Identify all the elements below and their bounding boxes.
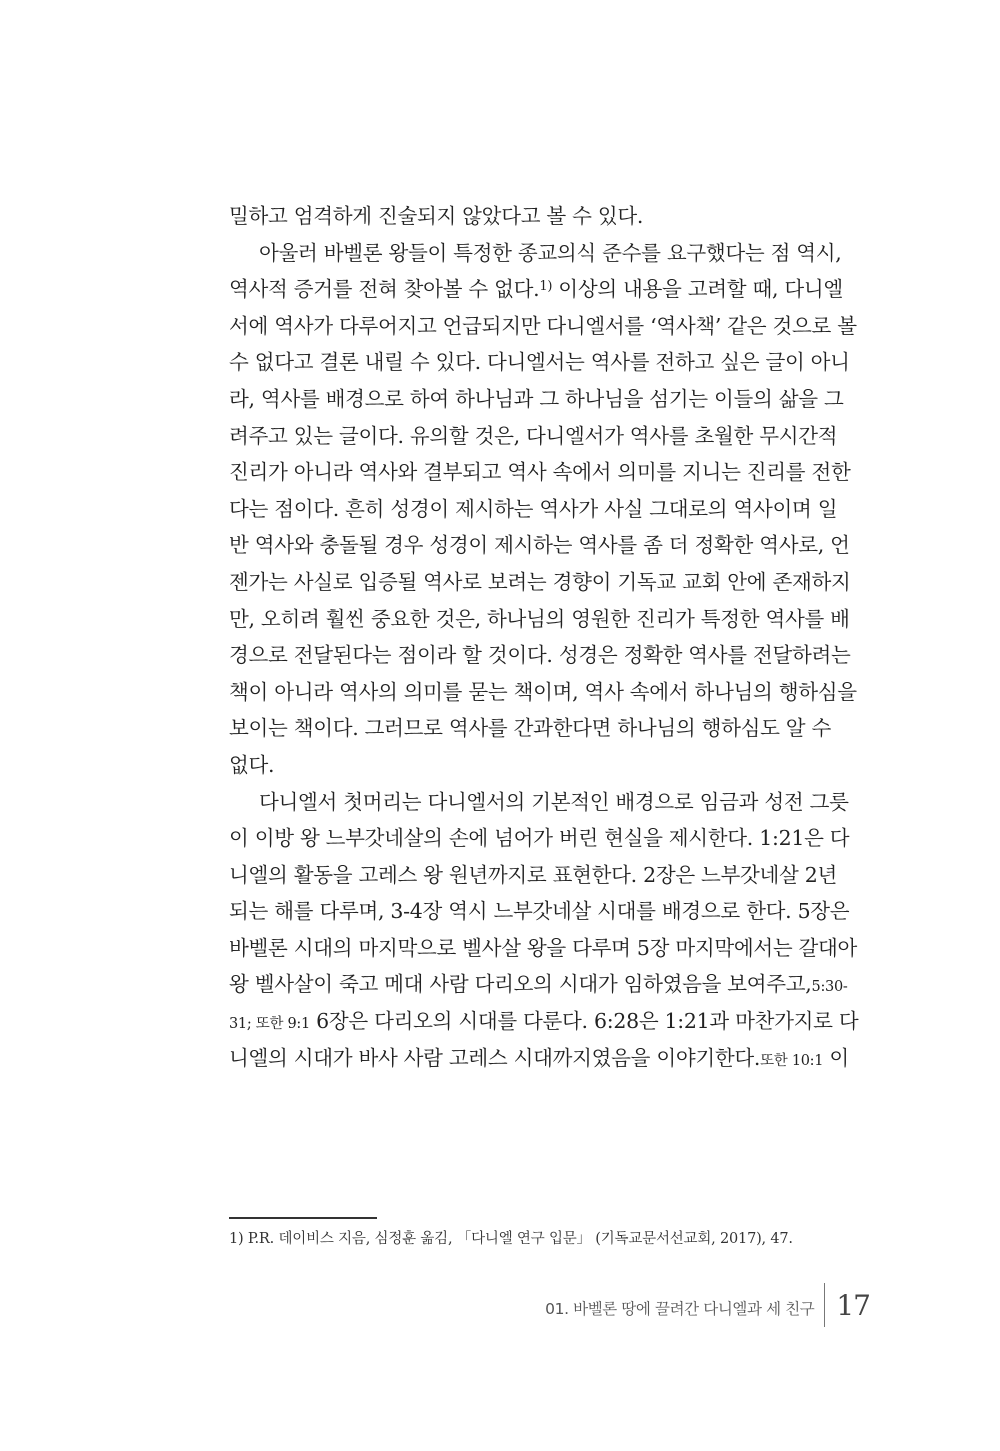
text-segment: 이 [823, 1045, 849, 1070]
text-line: 수 없다고 결론 내릴 수 있다. 다니엘서는 역사를 전하고 싶은 글이 아니 [229, 350, 850, 375]
text-line: 만, 오히려 훨씬 중요한 것은, 하나님의 영원한 진리가 특정한 역사를 배 [229, 606, 850, 631]
scripture-reference: 5:30- [811, 979, 848, 996]
text-segment: 역사적 증거를 전혀 찾아볼 수 없다. [229, 277, 540, 302]
page-footer [545, 1283, 870, 1327]
text-line: 아울러 바벨론 왕들이 특정한 종교의식 준수를 요구했다는 점 역시, [259, 240, 842, 265]
text-line: 경으로 전달된다는 점이라 할 것이다. 성경은 정확한 역사를 전달하려는 [229, 643, 851, 668]
text-line: 다는 점이다. 흔히 성경이 제시하는 역사가 사실 그대로의 역사이며 일 [229, 496, 838, 521]
text-line: 려주고 있는 글이다. 유의할 것은, 다니엘서가 역사를 초월한 무시간적 [229, 423, 838, 448]
page-number: 17 [836, 1288, 870, 1322]
footnote-divider [229, 1217, 377, 1219]
footnote-marker[interactable]: 1) [539, 279, 553, 295]
text-line: 다니엘서 첫머리는 다니엘서의 기본적인 배경으로 임금과 성전 그릇 [259, 789, 849, 814]
text-line: 진리가 아니라 역사와 결부되고 역사 속에서 의미를 지니는 진리를 전한 [229, 460, 851, 485]
text-segment: 6장은 다리오의 시대를 다룬다. 6:28은 1:21과 마찬가지로 다 [316, 1009, 859, 1034]
scripture-reference: 31; 또한 9:1 [229, 1016, 310, 1033]
body-text [229, 198, 859, 1076]
text-line: 서에 역사가 다루어지고 언급되지만 다니엘서를 ‘역사책’ 같은 것으로 볼 [229, 313, 857, 338]
text-line: 반 역사와 충돌될 경우 성경이 제시하는 역사를 좀 더 정확한 역사로, 언 [229, 533, 850, 558]
text-segment: 니엘의 시대가 바사 사람 고레스 시대까지였음을 이야기한다. [229, 1045, 761, 1070]
text-line: 책이 아니라 역사의 의미를 묻는 책이며, 역사 속에서 하나님의 행하심을 [229, 679, 857, 704]
text-line: 이 이방 왕 느부갓네살의 손에 넘어가 버린 현실을 제시한다. 1:21은 다 [229, 826, 850, 851]
text-line: 밀하고 엄격하게 진술되지 않았다고 볼 수 있다. [229, 204, 644, 228]
running-head: 01. 바벨론 땅에 끌려간 다니엘과 세 친구 [545, 1300, 815, 1318]
text-segment: 이상의 내용을 고려할 때, 다니엘 [552, 277, 843, 302]
scripture-reference: 또한 10:1 [760, 1052, 824, 1069]
text-line: 보이는 책이다. 그러므로 역사를 간과한다면 하나님의 행하심도 알 수 [229, 716, 832, 741]
text-line-with-reference [229, 966, 848, 1003]
text-line: 라, 역사를 배경으로 하여 하나님과 그 하나님을 섬기는 이들의 삶을 그 [229, 386, 844, 411]
text-line-with-reference [229, 1003, 859, 1040]
footnote: 1) P.R. 데이비스 지음, 심정훈 옮김, 「다니엘 연구 입문」 (기독교문서선교회, 2017), 47. [229, 1231, 793, 1247]
footer-divider [824, 1283, 825, 1327]
text-line-with-footnote [229, 271, 843, 308]
text-line: 바벨론 시대의 마지막으로 벨사살 왕을 다루며 5장 마지막에서는 갈대아 [229, 935, 858, 960]
text-line: 되는 해를 다루며, 3-4장 역시 느부갓네살 시대를 배경으로 한다. 5장은 [229, 899, 850, 924]
text-line: 젠가는 사실로 입증될 역사로 보려는 경향이 기독교 교회 안에 존재하지 [229, 569, 851, 594]
text-line: 니엘의 활동을 고레스 왕 원년까지로 표현한다. 2장은 느부갓네살 2년 [229, 862, 838, 887]
text-line: 없다. [229, 752, 275, 777]
text-segment: 왕 벨사살이 죽고 메대 사람 다리오의 시대가 임하였음을 보여주고, [229, 972, 812, 997]
text-line-with-reference [229, 1040, 849, 1077]
